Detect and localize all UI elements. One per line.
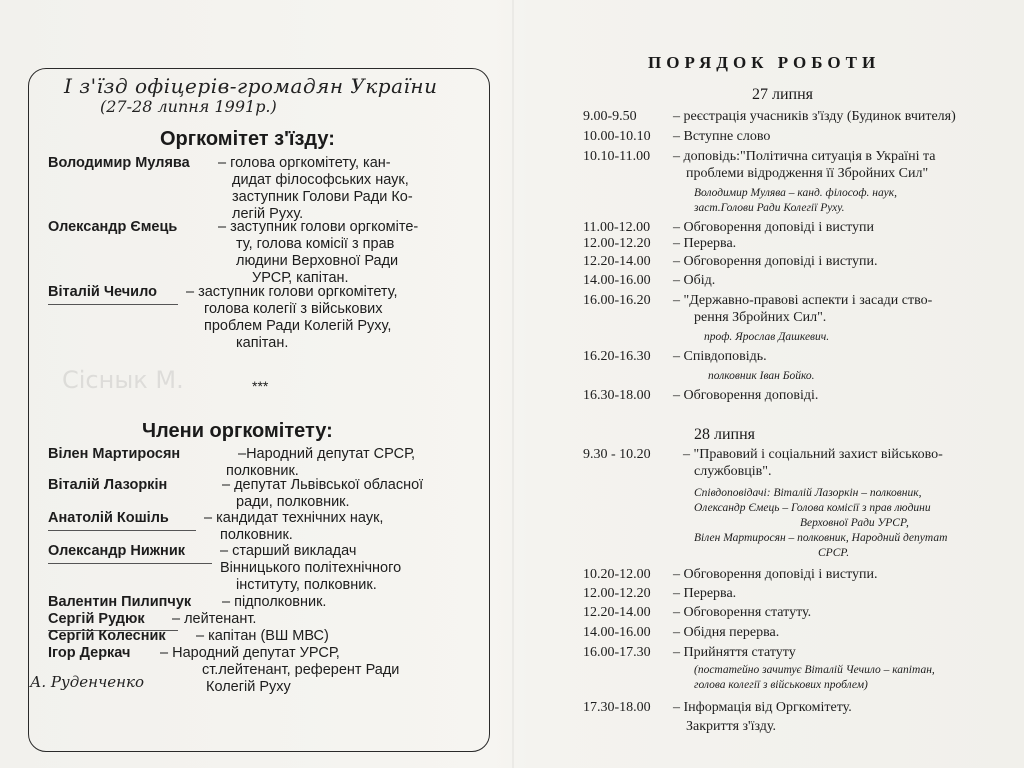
org-member-desc: – заступник голови оргкоміте-: [218, 219, 419, 235]
member-name: Олександр Нижник: [48, 543, 185, 559]
member-desc: ст.лейтенант, референт Ради: [202, 662, 400, 678]
member-desc: – капітан (ВШ МВС): [196, 628, 329, 644]
co-speakers: Співдоповідачі: Віталій Лазоркін – полковник,: [694, 487, 922, 499]
agenda-row: 14.00-16.00 – Обід.: [583, 273, 716, 288]
member-desc: полковник.: [226, 463, 299, 479]
member-desc: полковник.: [220, 527, 293, 543]
agenda-row: 17.30-18.00 – Інформація від Оргкомітету.: [583, 700, 852, 715]
org-member-desc: проблем Ради Колегій Руху,: [204, 318, 392, 334]
faded-stamp: Сіснык М.: [62, 366, 184, 394]
agenda-row: 11.00-12.00 – Обговорення доповіді і виступи: [583, 220, 875, 235]
speaker-note: полковник Іван Бойко.: [708, 370, 815, 382]
agenda-row: 16.30-18.00 – Обговорення доповіді.: [583, 388, 819, 403]
agenda-row: 10.20-12.00 – Обговорення доповіді і виступи.: [583, 567, 878, 582]
org-member-desc: ту, голова комісії з прав: [236, 236, 395, 252]
underline: [48, 563, 212, 564]
org-member-desc: легій Руху.: [232, 206, 304, 222]
handwritten-signature: А. Руденченко: [30, 673, 145, 691]
orgcommittee-heading: Оргкомітет з'їзду:: [160, 128, 335, 150]
handwritten-title: І з'їзд офіцерів-громадян України: [64, 74, 438, 98]
org-member-desc: дидат філософських наук,: [232, 172, 409, 188]
org-member-desc: капітан.: [236, 335, 289, 351]
org-member-desc: людини Верховної Ради: [236, 253, 399, 269]
member-name: Віталій Лазоркін: [48, 477, 168, 493]
member-name: Вілен Мартиросян: [48, 446, 181, 462]
org-member: Володимир Мулява: [48, 155, 190, 171]
agenda-row: 12.20-14.00 – Обговорення доповіді і виступи.: [583, 254, 878, 269]
members-heading: Члени оргкомітету:: [142, 420, 333, 442]
member-desc: – Народний депутат УРСР,: [160, 645, 340, 661]
member-desc: – депутат Львівської обласної: [222, 477, 424, 493]
day-heading: 27 липня: [752, 86, 814, 103]
speaker-note: Володимир Мулява – канд. філософ. наук,: [694, 187, 897, 199]
org-member-desc: заступник Голови Ради Ко-: [232, 189, 413, 205]
handwritten-date: (27-28 липня 1991р.): [100, 97, 277, 116]
agenda-row: 16.20-16.30 – Співдоповідь.: [583, 349, 767, 364]
co-speakers: СРСР.: [818, 547, 850, 559]
agenda-row: 12.00-12.20 – Перерва.: [583, 236, 737, 251]
member-desc: –Народний депутат СРСР,: [238, 446, 416, 462]
member-desc: ради, полковник.: [236, 494, 350, 510]
agenda-row-cont: Закриття з'їзду.: [686, 719, 776, 734]
agenda-row: 12.20-14.00 – Обговорення статуту.: [583, 605, 812, 620]
member-name: Анатолій Кошіль: [48, 510, 169, 526]
separator-stars: ***: [252, 378, 269, 394]
page-fold: [512, 0, 514, 768]
org-member: Віталій Чечило: [48, 284, 157, 300]
member-desc: Колегій Руху: [206, 679, 291, 695]
agenda-row: 16.00-16.20 – "Державно-правові аспекти і засади ство-: [583, 293, 933, 308]
co-speakers: Вілен Мартиросян – полковник, Народний депутат: [694, 532, 948, 544]
co-speakers: Верховної Ради УРСР,: [800, 517, 909, 529]
speaker-note: проф. Ярослав Дашкевич.: [704, 331, 830, 343]
agenda-row: 10.00-10.10 – Вступне слово: [583, 129, 771, 144]
member-desc: – лейтенант.: [172, 611, 257, 627]
agenda-row: 9.30 - 10.20 – "Правовий і соціальний захист військово-: [583, 447, 943, 462]
agenda-row: 12.00-12.20 – Перерва.: [583, 586, 737, 601]
org-member-desc: голова колегії з військових: [204, 301, 383, 317]
member-name: Ігор Деркач: [48, 645, 131, 661]
co-speakers: Олександр Ємець – Голова комісії з прав людини: [694, 502, 931, 514]
org-member-desc: – голова оргкомітету, кан-: [218, 155, 391, 171]
underline: [48, 304, 178, 305]
day-heading: 28 липня: [694, 426, 756, 443]
member-name: Сергій Рудюк: [48, 611, 145, 627]
agenda-row: 10.10-11.00 – доповідь:"Політична ситуація в Україні та: [583, 149, 936, 164]
statute-note: голова колегії з військових проблем): [694, 679, 868, 691]
agenda-row: 9.00-9.50 – реєстрація учасників з'їзду (Будинок вчителя): [583, 109, 956, 124]
agenda-title: ПОРЯДОК РОБОТИ: [648, 53, 881, 72]
member-desc: інституту, полковник.: [236, 577, 377, 593]
member-desc: – кандидат технічних наук,: [204, 510, 384, 526]
agenda-row-cont: службовців".: [694, 464, 772, 479]
member-desc: – старший викладач: [220, 543, 357, 559]
underline: [48, 530, 196, 531]
agenda-row: 14.00-16.00 – Обідня перерва.: [583, 625, 780, 640]
member-name: Сергій Колесник: [48, 628, 166, 644]
member-desc: Вінницького політехнічного: [220, 560, 402, 576]
statute-note: (постатейно зачитує Віталій Чечило – капітан,: [694, 664, 935, 676]
org-member-desc: – заступник голови оргкомітету,: [186, 284, 398, 300]
org-member: Олександр Ємець: [48, 219, 178, 235]
speaker-note: заст.Голови Ради Колегії Руху.: [694, 202, 845, 214]
org-member-desc: УРСР, капітан.: [252, 270, 349, 286]
agenda-row-cont: рення Збройних Сил".: [694, 310, 827, 325]
member-name: Валентин Пилипчук: [48, 594, 192, 610]
member-desc: – підполковник.: [222, 594, 327, 610]
agenda-row-cont: проблеми відродження її Збройних Сил": [686, 166, 929, 181]
agenda-row: 16.00-17.30 – Прийняття статуту: [583, 645, 796, 660]
